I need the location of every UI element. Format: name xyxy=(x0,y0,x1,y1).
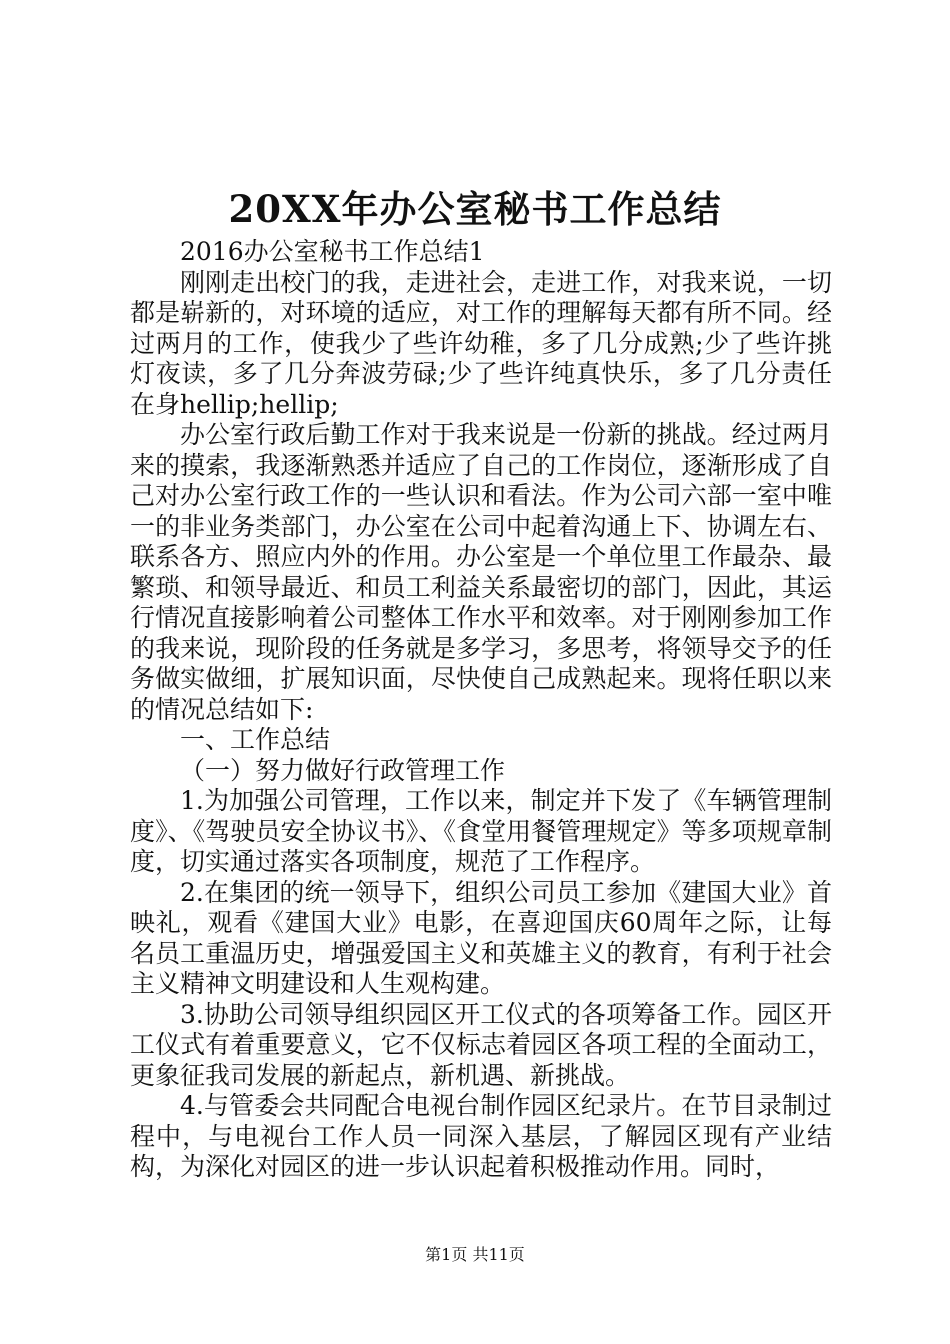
subsection-heading: （一）努力做好行政管理工作 xyxy=(180,755,506,785)
paragraph: 办公室行政后勤工作对于我来说是一份新的挑战。经过两月来的摸索，我逐渐熟悉并适应了自己的工作岗位，逐渐形成了自己对办公室行政工作的一些认识和看法。作为公司六部一室中唯一的非业务类部门，办公室在公司中起着沟通上下、协调左右、联系各方、照应内外的作用。办公室是一个单位里工作最杂、最繁琐、和领导最近、和员工利益关系最密切的部门，因此，其运行情况直接影响着公司整体工作水平和效率。对于刚刚参加工作的我来说，现阶段的任务就是多学习，多思考，将领导交予的任务做实做细，扩展知识面，尽快使自己成熟起来。现将任职以来的情况总结如下: xyxy=(130,420,832,724)
paragraph: 2.在集团的统一领导下，组织公司员工参加《建国大业》首映礼，观看《建国大业》电影，在喜迎国庆60周年之际，让每名员工重温历史，增强爱国主义和英雄主义的教育，有利于社会主义精神文明建设和人生观构建。 xyxy=(130,877,832,998)
paragraph: 刚刚走出校门的我，走进社会，走进工作，对我来说，一切都是崭新的，对环境的适应，对工作的理解每天都有所不同。经过两月的工作，使我少了些许幼稚，多了几分成熟;少了些许挑灯夜读，多了几分奔波劳碌;少了些许纯真快乐，多了几分责任在身hellip;hellip; xyxy=(130,267,832,419)
paragraph: 4.与管委会共同配合电视台制作园区纪录片。在节目录制过程中，与电视台工作人员一同深入基层，了解园区现有产业结构，为深化对园区的进一步认识起着积极推动作用。同时， xyxy=(130,1091,832,1181)
paragraph: 2016办公室秘书工作总结1 xyxy=(180,237,485,266)
document-body xyxy=(130,237,832,1183)
section-heading: 一、工作总结 xyxy=(180,725,331,754)
document-title: 20XX年办公室秘书工作总结 xyxy=(228,187,722,231)
paragraph: 1.为加强公司管理，工作以来，制定并下发了《车辆管理制度》、《驾驶员安全协议书》、《食堂用餐管理规定》等多项规章制度，切实通过落实各项制度，规范了工作程序。 xyxy=(130,786,832,876)
paragraph: 3.协助公司领导组织园区开工仪式的各项筹备工作。园区开工仪式有着重要意义，它不仅标志着园区各项工程的全面动工，更象征我司发展的新起点，新机遇、新挑战。 xyxy=(130,999,832,1090)
page-footer: 第1页 共11页 xyxy=(425,1245,525,1264)
